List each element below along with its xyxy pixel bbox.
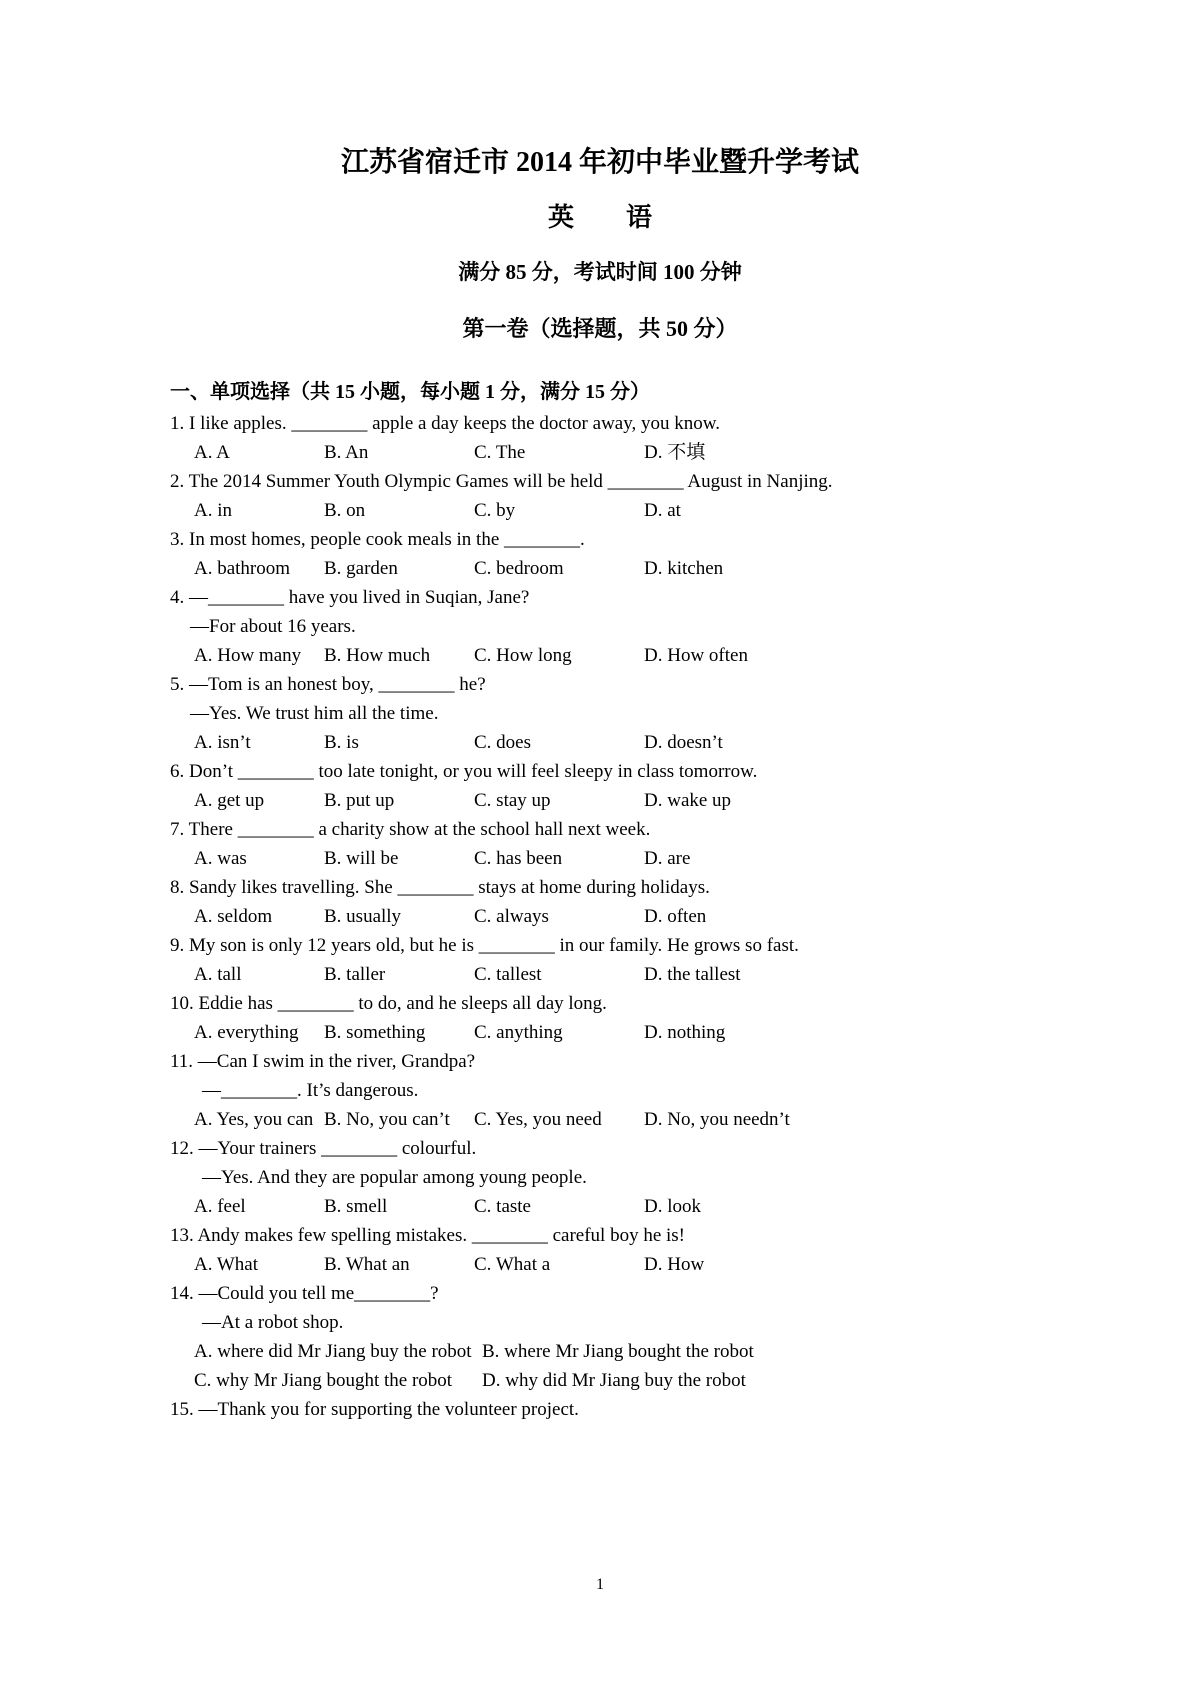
option-b: B. taller (324, 964, 386, 985)
option-c: C. What a (474, 1254, 551, 1275)
option-c: C. How long (474, 645, 572, 666)
option-b: B. put up (324, 790, 395, 811)
option-d: D. How often (644, 645, 748, 666)
option-a: A. feel (194, 1196, 246, 1217)
question-options (170, 1250, 1110, 1279)
option-d: D. kitchen (644, 558, 724, 579)
question-6 (170, 757, 1110, 815)
option-c: C. tallest (474, 964, 542, 985)
option-b: B. How much (324, 645, 431, 666)
option-d: D. are (644, 848, 691, 869)
option-d: D. nothing (644, 1022, 726, 1043)
question-options (170, 641, 1110, 670)
paper-part-title: 第一卷（选择题，共 50 分） (462, 316, 738, 341)
option-a: A. Yes, you can (194, 1109, 314, 1130)
question-options (170, 960, 1110, 989)
question-options (170, 1105, 1110, 1134)
page-number: 1 (596, 1576, 604, 1593)
question-2 (170, 467, 1110, 525)
option-d: D. wake up (644, 790, 732, 811)
option-b: B. where Mr Jiang bought the robot (482, 1341, 754, 1362)
question-options (170, 902, 1110, 931)
question-options (170, 844, 1110, 873)
question-13 (170, 1221, 1110, 1279)
paper-subject: 英 语 (547, 203, 652, 232)
question-5 (170, 670, 1110, 757)
option-d: D. 不填 (644, 442, 706, 463)
question-stem: 6. Don’t ________ too late tonight, or you will feel sleepy in class tomorrow. (170, 761, 758, 782)
question-options (170, 554, 1110, 583)
question-options (170, 1192, 1110, 1221)
question-options-row-1 (170, 1337, 1110, 1366)
option-c: C. why Mr Jiang bought the robot (194, 1370, 453, 1391)
option-b: B. on (324, 500, 366, 521)
section-heading: 一、单项选择（共 15 小题，每小题 1 分，满分 15 分） (170, 381, 650, 403)
questions-section (170, 376, 1110, 1424)
option-c: C. stay up (474, 790, 551, 811)
question-reply: —Yes. And they are popular among young people. (202, 1167, 587, 1188)
question-stem: 15. —Thank you for supporting the volunteer project. (170, 1399, 579, 1420)
option-b: B. What an (324, 1254, 410, 1275)
question-11 (170, 1047, 1110, 1134)
question-14 (170, 1279, 1110, 1395)
question-10 (170, 989, 1110, 1047)
option-a: A. What (194, 1254, 259, 1275)
question-options (170, 496, 1110, 525)
option-c: C. always (474, 906, 549, 927)
option-d: D. at (644, 500, 681, 521)
option-c: C. does (474, 732, 531, 753)
option-b: B. An (324, 442, 369, 463)
option-a: A. in (194, 500, 232, 521)
option-a: A. was (194, 848, 247, 869)
option-a: A. get up (194, 790, 265, 811)
question-stem: 2. The 2014 Summer Youth Olympic Games will be held ________ August in Nanjing. (170, 471, 833, 492)
option-b: B. is (324, 732, 359, 753)
question-stem: 1. I like apples. ________ apple a day keeps the doctor away, you know. (170, 413, 720, 434)
option-c: C. The (474, 442, 526, 463)
option-a: A. isn’t (194, 732, 251, 753)
question-stem: 4. —________ have you lived in Suqian, Jane? (170, 587, 530, 608)
question-stem: 13. Andy makes few spelling mistakes. ________ careful boy he is! (170, 1225, 686, 1246)
option-d: D. the tallest (644, 964, 741, 985)
option-c: C. has been (474, 848, 563, 869)
paper-header (0, 0, 1200, 344)
option-b: B. No, you can’t (324, 1109, 450, 1130)
question-4 (170, 583, 1110, 670)
question-1 (170, 409, 1110, 467)
question-options (170, 786, 1110, 815)
question-8 (170, 873, 1110, 931)
option-c: C. by (474, 500, 516, 521)
question-9 (170, 931, 1110, 989)
question-stem: 5. —Tom is an honest boy, ________ he? (170, 674, 486, 695)
paper-score-line: 满分 85 分，考试时间 100 分钟 (458, 260, 742, 284)
question-stem: 11. —Can I swim in the river, Grandpa? (170, 1051, 476, 1072)
option-a: A. tall (194, 964, 242, 985)
option-c: C. Yes, you need (474, 1109, 602, 1130)
option-a: A. How many (194, 645, 302, 666)
option-d: D. doesn’t (644, 732, 723, 753)
question-stem: 12. —Your trainers ________ colourful. (170, 1138, 477, 1159)
question-stem: 10. Eddie has ________ to do, and he sleeps all day long. (170, 993, 607, 1014)
option-a: A. seldom (194, 906, 273, 927)
question-options (170, 438, 1110, 467)
option-b: B. garden (324, 558, 398, 579)
option-d: D. why did Mr Jiang buy the robot (482, 1370, 746, 1391)
question-stem: 9. My son is only 12 years old, but he is ________ in our family. He grows so fast. (170, 935, 799, 956)
question-3 (170, 525, 1110, 583)
option-a: A. everything (194, 1022, 299, 1043)
option-a: A. bathroom (194, 558, 291, 579)
option-c: C. taste (474, 1196, 531, 1217)
question-options-row-2 (170, 1366, 1110, 1395)
question-stem: 8. Sandy likes travelling. She ________ stays at home during holidays. (170, 877, 710, 898)
question-7 (170, 815, 1110, 873)
option-b: B. usually (324, 906, 402, 927)
paper-title: 江苏省宿迁市 2014 年初中毕业暨升学考试 (340, 147, 859, 178)
question-reply: —For about 16 years. (190, 616, 356, 637)
option-d: D. often (644, 906, 707, 927)
option-b: B. something (324, 1022, 426, 1043)
option-a: A. where did Mr Jiang buy the robot (194, 1341, 472, 1362)
option-d: D. How (644, 1254, 705, 1275)
option-b: B. smell (324, 1196, 388, 1217)
question-stem: 7. There ________ a charity show at the school hall next week. (170, 819, 651, 840)
option-c: C. anything (474, 1022, 563, 1043)
question-15 (170, 1395, 1110, 1424)
question-12 (170, 1134, 1110, 1221)
option-a: A. A (194, 442, 230, 463)
option-c: C. bedroom (474, 558, 564, 579)
question-options (170, 1018, 1110, 1047)
question-stem: 3. In most homes, people cook meals in the ________. (170, 529, 585, 550)
option-d: D. look (644, 1196, 701, 1217)
option-d: D. No, you needn’t (644, 1109, 790, 1130)
question-reply: —________. It’s dangerous. (202, 1080, 419, 1101)
question-options (170, 728, 1110, 757)
question-stem: 14. —Could you tell me________? (170, 1283, 439, 1304)
question-reply: —At a robot shop. (202, 1312, 344, 1333)
question-reply: —Yes. We trust him all the time. (190, 703, 439, 724)
option-b: B. will be (324, 848, 399, 869)
